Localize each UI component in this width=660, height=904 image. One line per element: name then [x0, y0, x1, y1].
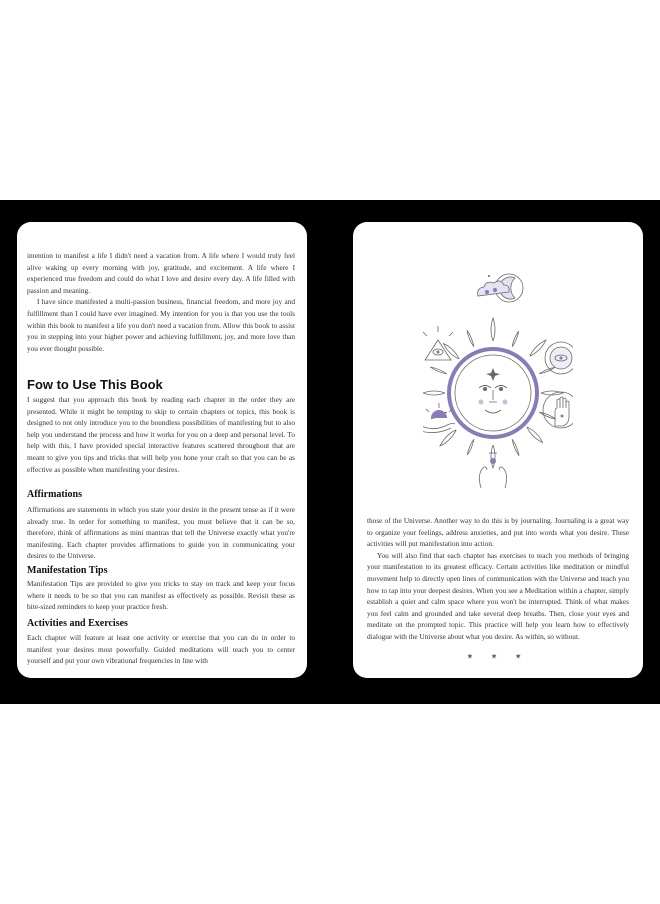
reaching-hands-icon: [479, 453, 506, 488]
section-body: I suggest that you approach this book by reading each chapter in the order they are presented. While it might be tempting to skip to certain chapters or topics, this book is designed to not only introduce you to the boundless possibilities of manifesting but to also help you understand the process and how it works for you on a deep and personal level. To help with this, I have provided special interactive features scattered throughout that are meant to give you tips and tricks that will help you hone your craft so that you can be as effective as possible when manifesting your desires.: [27, 395, 295, 474]
activities-body: Each chapter will feature at least one activity or exercise that you can do in order to manifest your desires most powerfully. Guided meditations will teach you to center yourself and put your own vibrational frequencies in line with: [27, 633, 295, 666]
intro-paragraph-1: intention to manifest a life I didn't need a vacation from. A life where I would truly feel alive waking up every morning with joy, gratitude, and excitement. A life where I experienced true freedom and could do what I love and desire every day. A life filled with passion and meaning.: [27, 251, 295, 295]
affirmations-title: Affirmations: [27, 489, 82, 500]
tips-title: Manifestation Tips: [27, 565, 108, 576]
intro-paragraph-2: I have since manifested a multi-passion business, financial freedom, and more joy and fulfillment than I could have ever imagined. My intention for you is that you use the tools within this book to manifest a life you don't need a vacation from. Allow this book to assist you in stepping into your higher power and achieving fulfillment, joy, and more love than you ever thought possible.: [27, 297, 295, 353]
crystal-eye-icon: [545, 342, 573, 374]
section-divider: * * *: [467, 653, 529, 664]
intro-text: [27, 250, 295, 354]
book-spread: [0, 200, 660, 704]
left-page: [17, 222, 307, 678]
right-paragraph-2: You will also find that each chapter has exercises to teach you methods of bringing your manifestation to its greatest efficacy. Certain activities like meditation or mindful movement help to directly open lines of communication with the Universe and teach you how to tap into your deepest desires. When you see a Meditation within a chapter, simply establish a quiet and calm space where you won't be interrupted. Think of what makes you feel calm and grounded and take several deep breaths. Then, close your eyes and meditate on the prompted topic. This practice will help you learn how to effectively dialogue with the Universe about what you desire. As within, so without.: [367, 550, 629, 641]
cloud-moon-icon: [478, 274, 523, 302]
palm-hand-icon: [543, 392, 573, 428]
sun-face-icon: [449, 349, 537, 437]
pyramid-eye-icon: [423, 326, 453, 360]
tips-body: Manifestation Tips are provided to give you tricks to stay on track and keep your focus where it needs to be so that you can manifest as effectively as possible. Revisit these as bite-sized reminders to keep your practice fresh.: [27, 579, 295, 612]
right-text: [367, 515, 629, 643]
activities-title: Activities and Exercises: [27, 618, 128, 629]
affirmations-body: Affirmations are statements in which you state your desire in the present tense as if it were already true. In order for something to manifest, you must believe that it can be so, therefore, think of affirmations as mini mantras that tell the Universe exactly what you're manifesting. Each chapter provides affirmations to guide you in communicating your desires to the Universe.: [27, 505, 295, 561]
right-page: [353, 222, 643, 678]
section-title: Fow to Use This Book: [27, 377, 163, 392]
celestial-illustration: [423, 248, 573, 493]
right-paragraph-1: those of the Universe. Another way to do this is by journaling. Journaling is a great way to organize your feelings, address anxieties, and put into words what you desire. These activities will put manifestation into action.: [367, 516, 629, 549]
